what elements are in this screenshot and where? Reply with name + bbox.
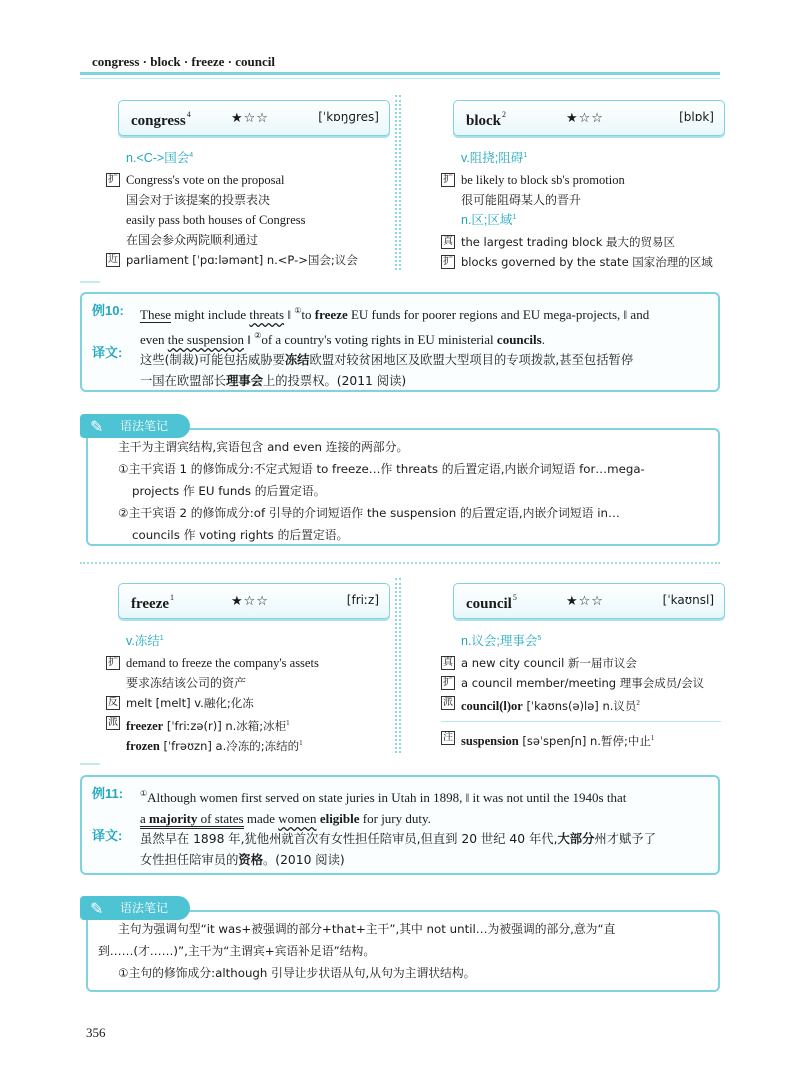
section-divider	[80, 562, 720, 564]
example-en-line: even the suspension ‖ ②of a country's voting rights in EU ministerial councils.	[140, 331, 545, 347]
example-zh-line: 这些(制裁)可能包括威胁要冻结欧盟对较贫困地区及欧盟大型项目的专项拨款,甚至包括暂停	[140, 353, 634, 367]
phonetic: [ˈkɒŋɡres]	[318, 110, 379, 124]
word-box	[453, 100, 725, 136]
star-rating: ★☆☆	[231, 594, 269, 609]
example-label: 例10:	[92, 303, 124, 318]
entry-line: 国会对于该提案的投票表决	[126, 193, 271, 207]
entry-line: 很可能阻碍某人的晋升	[461, 193, 582, 207]
note-line: 主干为主谓宾结构,宾语包含 and even 连接的两部分。	[118, 440, 409, 454]
column-divider	[395, 95, 405, 270]
entry-council	[443, 583, 725, 749]
note-rule	[441, 721, 721, 722]
note-line: ①主句的修饰成分:although 引导让步状语从句,从句为主谓状结构。	[118, 966, 476, 980]
entry-line: 在国会参众两院顺利通过	[126, 233, 259, 247]
entry-line: 真 the largest trading block 最大的贸易区	[443, 235, 676, 249]
grammar-note-1	[86, 428, 720, 546]
headword: block$^2$	[466, 110, 507, 129]
word-box	[118, 583, 390, 619]
entry-block	[443, 100, 725, 272]
entry-line: 扩 Congress's vote on the proposal	[108, 173, 285, 187]
star-rating: ★☆☆	[566, 111, 604, 126]
entry-line: 注 suspension [səˈspenʃn] n.暂停;中止$^1$	[443, 732, 655, 749]
example-zh-line: 女性担任陪审员的资格。(2010 阅读)	[140, 853, 345, 867]
phonetic: [friːz]	[346, 593, 379, 607]
side-rule	[80, 763, 100, 765]
headword: freeze$^1$	[131, 593, 175, 612]
note-line: councils 作 voting rights 的后置定语。	[132, 528, 349, 542]
example-en-line: These might include threats ‖ ①to freeze EU funds for poorer regions and EU mega-projects, ‖ and	[140, 306, 650, 322]
header-rule	[80, 72, 720, 75]
word-box	[453, 583, 725, 619]
headword: council$^5$	[466, 593, 517, 612]
example-11	[80, 775, 720, 875]
translation-label: 译文:	[92, 345, 123, 360]
star-rating: ★☆☆	[566, 594, 604, 609]
pen-icon: ✎	[90, 899, 104, 918]
side-rule	[80, 281, 100, 283]
part-of-speech: v.冻结$^1$	[126, 634, 164, 648]
phonetic: [blɒk]	[679, 110, 714, 124]
entry-line: 反 melt [melt] v.融化;化冻	[108, 696, 254, 710]
part-of-speech: n.<C->国会$^4$	[126, 151, 194, 165]
star-rating: ★☆☆	[231, 111, 269, 126]
headword: congress$^4$	[131, 110, 191, 129]
note-line: 主句为强调句型“it was+被强调的部分+that+主干”,其中 not until…为被强调的部分,意为“直	[118, 922, 616, 936]
page-header: congress · block · freeze · council	[92, 54, 275, 69]
phonetic: [ˈkaʊnsl]	[662, 593, 714, 607]
header-rule-thin	[80, 78, 720, 79]
entry-line: frozen [ˈfrəʊzn] a.冷冻的;冻结的$^1$	[126, 739, 303, 754]
entry-line: 真 a new city council 新一届市议会	[443, 656, 637, 670]
entry-line: 要求冻结该公司的资产	[126, 676, 247, 690]
entry-congress	[108, 100, 390, 270]
pen-icon: ✎	[90, 417, 104, 436]
entry-line: 派 council(l)or [ˈkaʊns(ə)lə] n.议员$^2$	[443, 697, 640, 714]
note-line: 到……(才……)”,主干为“主谓宾+宾语补足语”结构。	[98, 944, 376, 958]
entry-line: 扩 demand to freeze the company's assets	[108, 656, 319, 670]
entry-line: 派 freezer [ˈfriːzə(r)] n.冰箱;冰柜$^1$	[108, 717, 290, 734]
word-box	[118, 100, 390, 136]
part-of-speech: n.区;区域$^1$	[461, 213, 517, 227]
example-label: 例11:	[92, 786, 124, 801]
part-of-speech: v.阻挠;阻碍$^1$	[461, 151, 528, 165]
translation-label: 译文:	[92, 828, 123, 843]
entry-line: easily pass both houses of Congress	[126, 213, 306, 227]
example-10	[80, 292, 720, 392]
note-line: ①主干宾语 1 的修饰成分:不定式短语 to freeze…作 threats 的后置定语,内嵌介词短语 for…mega-	[118, 462, 645, 476]
entry-freeze	[108, 583, 390, 754]
example-zh-line: 一国在欧盟部长理事会上的投票权。(2011 阅读)	[140, 374, 407, 388]
example-zh-line: 虽然早在 1898 年,犹他州就首次有女性担任陪审员,但直到 20 世纪 40 年代,大部分州才赋予了	[140, 832, 656, 846]
note-line: ②主干宾语 2 的修饰成分:of 引导的介词短语作 the suspension 的后置定语,内嵌介词短语 in…	[118, 506, 620, 520]
grammar-note-2	[86, 910, 720, 992]
grammar-note-tab: ✎ 语法笔记	[80, 414, 190, 438]
entry-line: 扩 a council member/meeting 理事会成员/会议	[443, 676, 705, 690]
example-en-line: a majority of states made women eligible for jury duty.	[140, 808, 706, 829]
part-of-speech: n.议会;理事会$^5$	[461, 634, 542, 648]
grammar-note-tab: ✎ 语法笔记	[80, 896, 190, 920]
page-number: 356	[86, 1025, 106, 1040]
example-en-line: ①Although women first served on state juries in Utah in 1898, ‖ it was not until the 1940s that	[140, 789, 627, 805]
note-line: projects 作 EU funds 的后置定语。	[132, 484, 326, 498]
entry-line: 近 parliament [ˈpɑːləmənt] n.<P->国会;议会	[108, 253, 358, 267]
column-divider	[395, 578, 405, 753]
entry-line: 扩 blocks governed by the state 国家治理的区域	[443, 255, 713, 269]
entry-line: 扩 be likely to block sb's promotion	[443, 173, 625, 187]
